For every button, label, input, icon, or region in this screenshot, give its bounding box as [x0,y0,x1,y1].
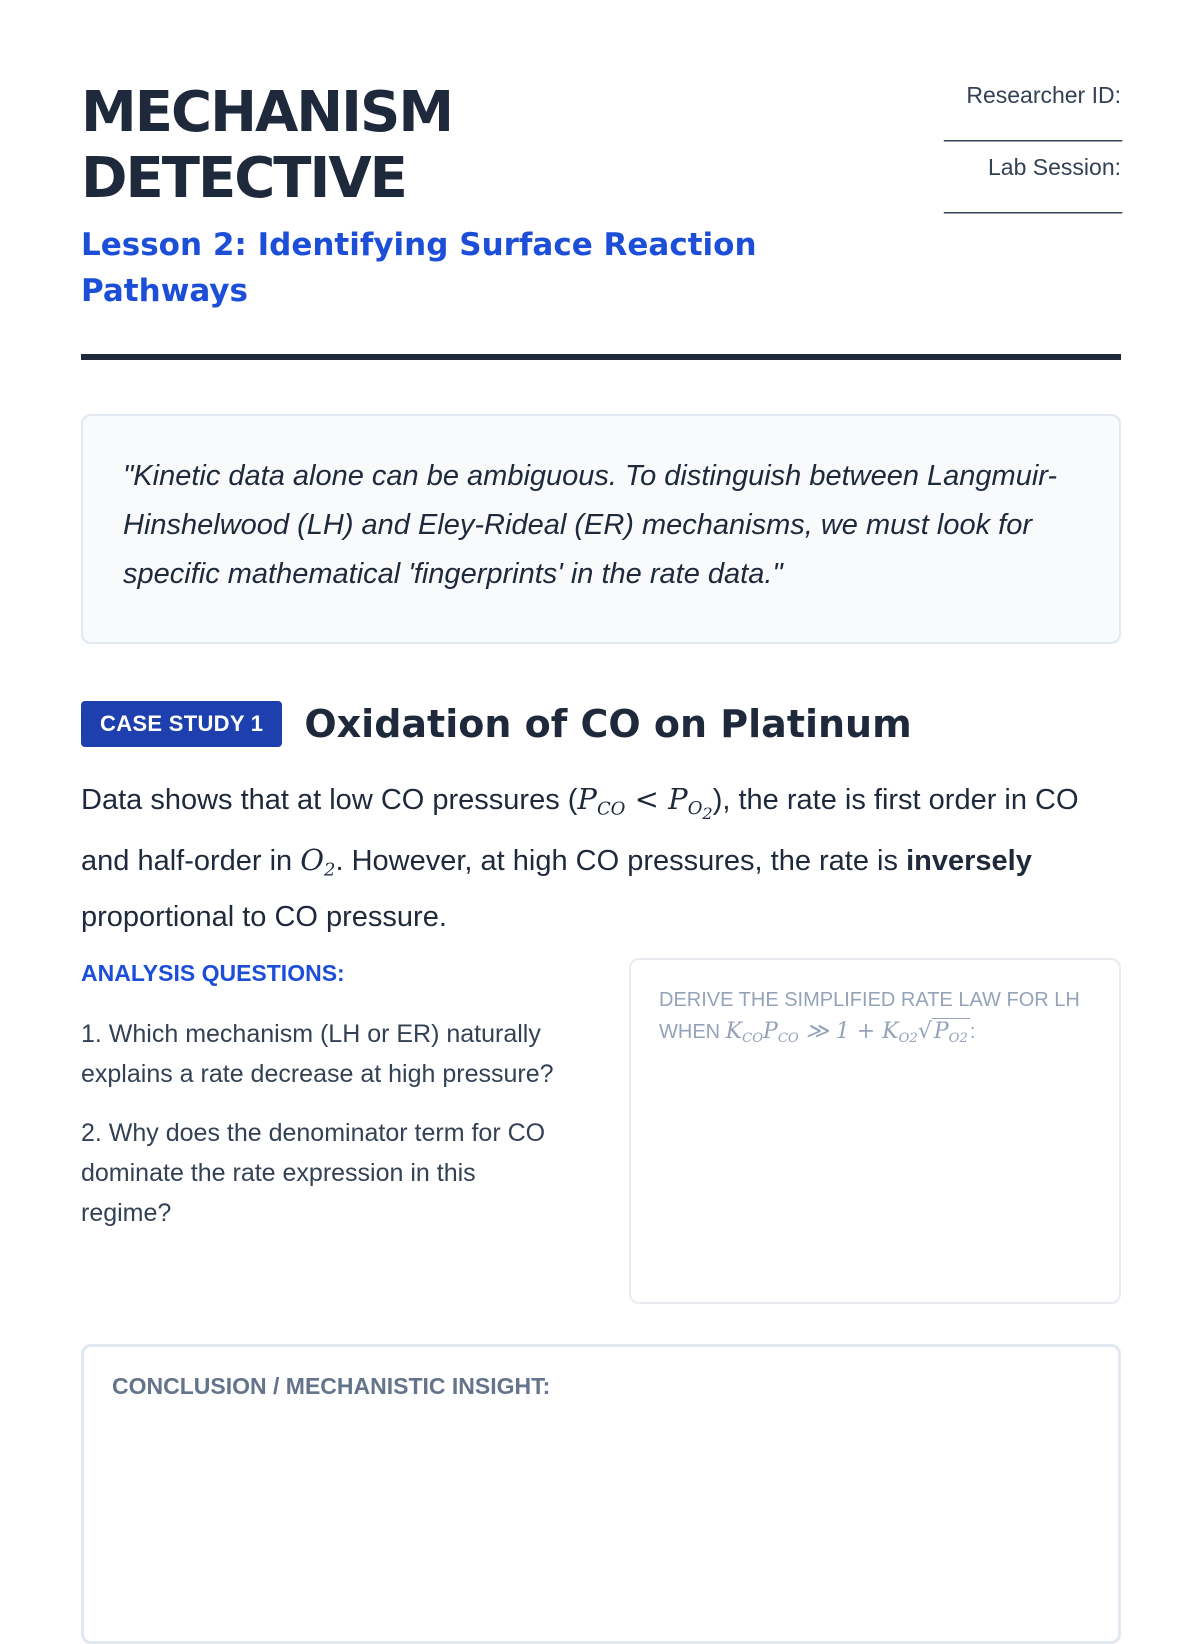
desc-text-2: ), the rate is first order in CO and half-order in [81,784,1079,878]
intro-quote: "Kinetic data alone can be ambiguous. To distinguish between Langmuir-Hinshelwood (LH) and Eley-Rideal (ER) mechanisms, we must look for specific mathematical 'fingerprints' in the rate data." [123,460,1058,590]
derivation-condition-math: $K_{CO}P_{CO}$ ≫ $1 + K_{O2}√P_{O2}$ [725,1019,968,1046]
intro-quote-box [81,414,1121,644]
lab-session-label: Lab Session: [988,154,1121,180]
researcher-id-label: Researcher ID: [966,82,1121,108]
desc-text-3: . However, at high CO pressures, the rate is [335,845,907,878]
conclusion-label: CONCLUSION / MECHANISTIC INSIGHT: [112,1373,551,1399]
math-o2: $O_2$ [300,843,336,881]
header-divider [81,354,1121,360]
analysis-question: 1. Which mechanism (LH or ER) naturally explains a rate decrease at high pressure? [81,1020,554,1088]
page-title [81,80,641,212]
case-study-header [81,700,912,748]
case-study-title: Oxidation of CO on Platinum [304,702,912,746]
case-study-description [81,776,1121,941]
lesson-subtitle: Lesson 2: Identifying Surface Reaction Pathways [81,227,757,309]
desc-emphasis: inversely [906,845,1032,878]
lab-session-field[interactable]: _______________ [944,188,1121,214]
math-pressure-condition: $P_{CO} < P_{O_2}$ [577,782,713,824]
worksheet-page [81,0,1121,1600]
researcher-id-field[interactable]: _______________ [944,116,1121,142]
derivation-prompt: DERIVE THE SIMPLIFIED RATE LAW FOR LH WHEN $K_{CO}P_{CO}$ ≫ $1 + K_{O2}√P_{O2}$ : [659,989,1080,1046]
case-study-badge: CASE STUDY 1 [81,701,282,747]
conclusion-answer-box[interactable] [81,1344,1121,1644]
analysis-question: 2. Why does the denominator term for CO dominate the rate expression in this regime? [81,1119,546,1227]
analysis-questions-heading: ANALYSIS QUESTIONS: [81,960,345,986]
desc-text-1: Data shows that at low CO pressures ( [81,784,578,816]
researcher-meta [901,78,1121,222]
analysis-question-list [81,1014,561,1252]
title-line-1: MECHANISM [81,80,453,145]
title-line-2: DETECTIVE [81,146,406,211]
derivation-answer-box[interactable] [629,958,1121,1304]
desc-text-4: proportional to CO pressure. [81,900,447,933]
